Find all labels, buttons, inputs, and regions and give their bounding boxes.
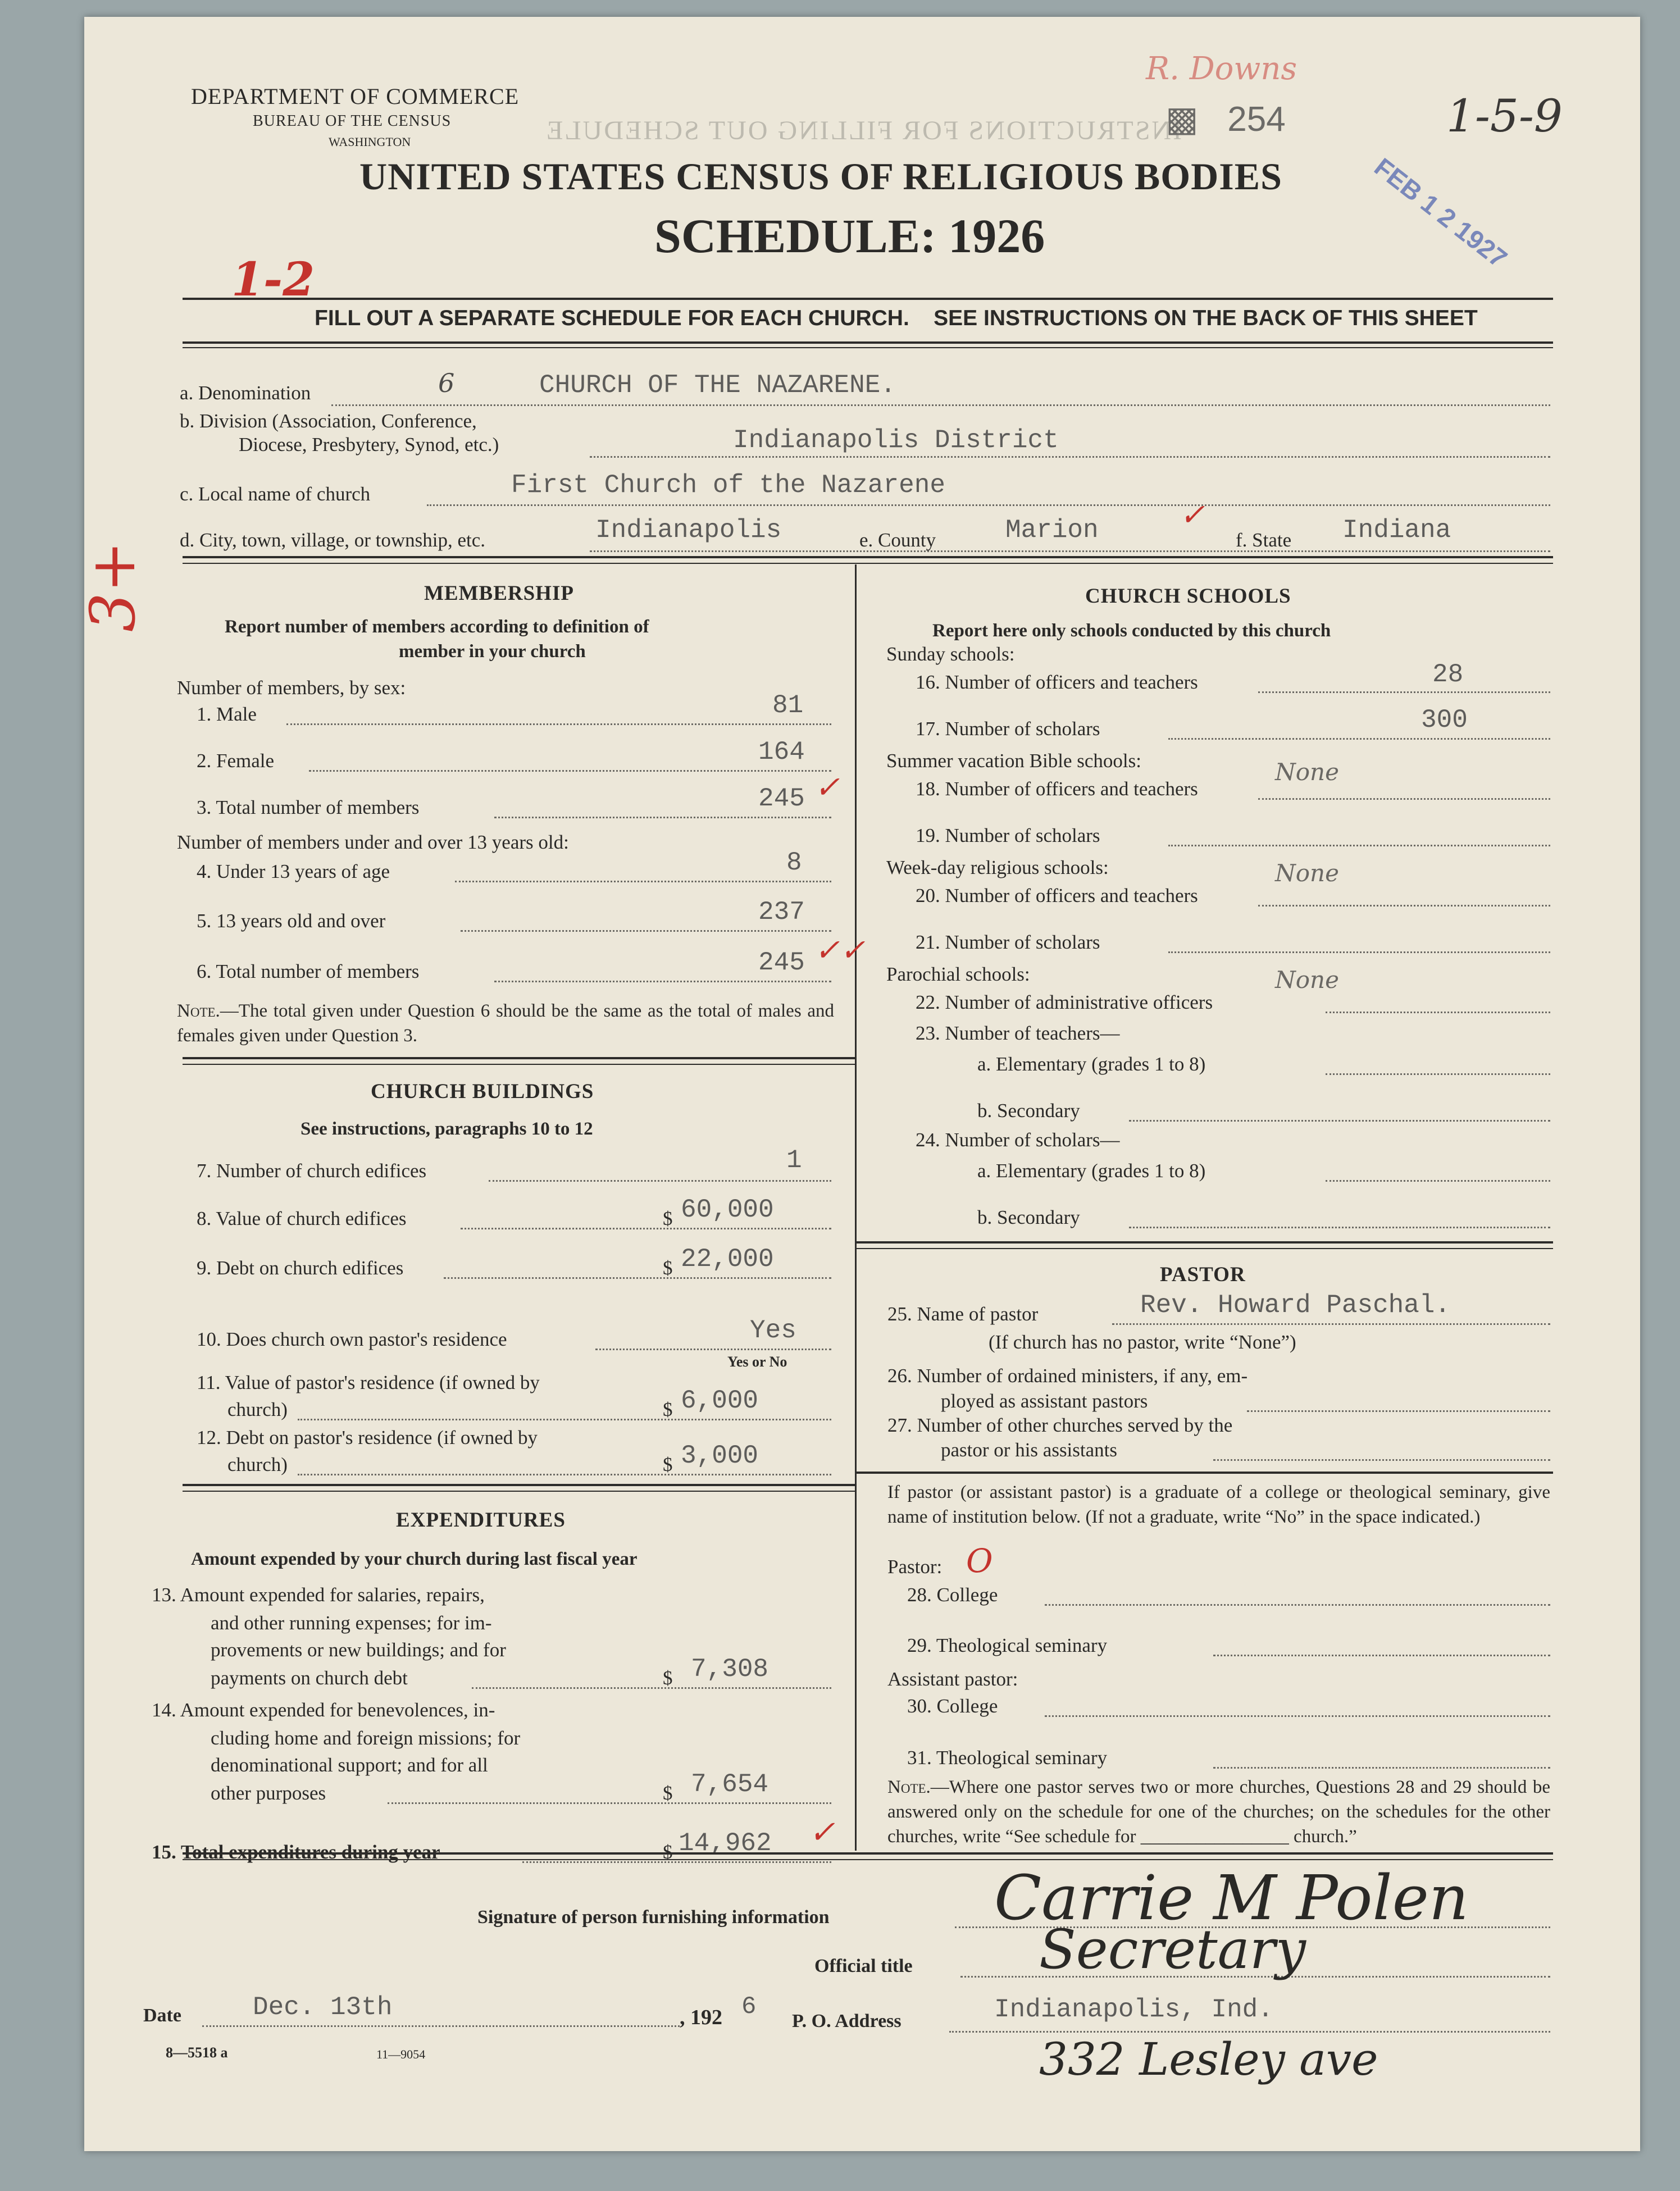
q13-label: 13. Amount expended for salaries, repairs,	[152, 1584, 485, 1606]
form-number: ▩ 254	[1165, 100, 1286, 139]
q20-label: 20. Number of officers and teachers	[916, 885, 1198, 907]
q30-line	[1045, 1715, 1550, 1717]
left-code-handwritten: 1-2	[231, 253, 315, 307]
q11-dollar: $	[663, 1399, 673, 1420]
q13-dollar: $	[663, 1667, 673, 1689]
q29-line	[1213, 1655, 1550, 1656]
q3-label: 3. Total number of members	[197, 796, 420, 818]
denomination-code: 6	[438, 368, 455, 398]
year-prefix: , 192	[680, 2006, 722, 2029]
q17-line	[1168, 738, 1550, 740]
q21-line	[1168, 951, 1550, 953]
q13-label-3: provements or new buildings; and for	[211, 1639, 506, 1661]
q19-line	[1168, 845, 1550, 846]
schools-heading: CHURCH SCHOOLS	[1085, 585, 1291, 608]
q11-label: 11. Value of pastor's residence (if owned by	[197, 1372, 540, 1393]
membership-sub-2: member in your church	[399, 641, 586, 662]
state-value: Indiana	[1342, 516, 1451, 545]
q14-label: 14. Amount expended for benevolences, in-	[152, 1699, 495, 1721]
q18-value: None	[1275, 758, 1339, 786]
q25-label: 25. Name of pastor	[887, 1303, 1039, 1325]
q25-note: (If church has no pastor, write “None”)	[989, 1331, 1296, 1353]
q20-value: None	[1275, 859, 1339, 887]
fill-out-instruction: FILL OUT A SEPARATE SCHEDULE FOR EACH CHURCH. SEE INSTRUCTIONS ON THE BACK OF THIS SHEET	[315, 306, 1478, 330]
q10-line	[595, 1349, 831, 1350]
q1-value: 81	[772, 691, 804, 720]
q2-label: 2. Female	[197, 750, 275, 772]
by-sex-label: Number of members, by sex:	[177, 677, 406, 699]
q15-label: 15. Total expenditures during year	[152, 1841, 440, 1863]
q15-check: ✓	[809, 1814, 835, 1851]
q22-line	[1326, 1012, 1550, 1013]
q16-line	[1258, 691, 1550, 693]
q18-line	[1258, 798, 1550, 800]
rule-bottom-section	[183, 1852, 1553, 1855]
division-label-2: Diocese, Presbytery, Synod, etc.)	[239, 434, 499, 455]
form-code-1: 8—5518 a	[166, 2044, 228, 2061]
q8-dollar: $	[663, 1208, 673, 1229]
pastor-heading: PASTOR	[1160, 1263, 1246, 1286]
expenditures-heading: EXPENDITURES	[396, 1509, 566, 1532]
q17-label: 17. Number of scholars	[916, 718, 1100, 740]
graduate-note: If pastor (or assistant pastor) is a graduate of a college or theological seminary, give name of institution below. (If not a graduate, write “No” in the space indicated.)	[887, 1482, 1550, 1527]
date-code-handwritten: 1-5-9	[1446, 90, 1563, 142]
q12-label: 12. Debt on pastor's residence (if owned by	[197, 1427, 538, 1448]
state-label: f. State	[1236, 529, 1292, 551]
q11-label-2: church)	[227, 1399, 288, 1420]
rule-schools-end	[856, 1241, 1553, 1243]
q24a-line	[1326, 1180, 1550, 1182]
q21-label: 21. Number of scholars	[916, 931, 1100, 953]
bureau-name: BUREAU OF THE CENSUS	[253, 112, 452, 130]
rule-under-instruction-2	[183, 347, 1553, 348]
rule-pastor-mid	[856, 1472, 1553, 1474]
q7-label: 7. Number of church edifices	[197, 1160, 427, 1182]
sunday-schools-label: Sunday schools:	[886, 643, 1015, 665]
q20-line	[1258, 905, 1550, 907]
q2-value: 164	[758, 737, 805, 767]
buildings-sub: See instructions, paragraphs 10 to 12	[301, 1119, 593, 1139]
date-value: Dec. 13th	[253, 1993, 393, 2022]
form-title: UNITED STATES CENSUS OF RELIGIOUS BODIES	[359, 155, 1282, 198]
q13-label-2: and other running expenses; for im-	[211, 1612, 492, 1634]
q14-dollar: $	[663, 1782, 673, 1804]
washington-label: WASHINGTON	[329, 135, 411, 149]
parochial-schools-label: Parochial schools:	[886, 963, 1030, 985]
membership-heading: MEMBERSHIP	[424, 582, 574, 605]
q5-value: 237	[758, 898, 805, 927]
division-label: b. Division (Association, Conference,	[180, 410, 477, 432]
q9-value: 22,000	[681, 1245, 774, 1274]
official-title-label: Official title	[814, 1956, 913, 1976]
city-value: Indianapolis	[595, 516, 782, 545]
date-line	[202, 2025, 680, 2027]
q6-label: 6. Total number of members	[197, 960, 420, 982]
membership-sub: Report number of members according to definition of	[225, 617, 649, 637]
q4-label: 4. Under 13 years of age	[197, 860, 390, 882]
q1-line	[286, 723, 831, 725]
q13-value: 7,308	[691, 1655, 769, 1684]
rule-top	[183, 298, 1553, 300]
by-age-label: Number of members under and over 13 years old:	[177, 831, 569, 853]
q18-label: 18. Number of officers and teachers	[916, 778, 1198, 800]
q22-label: 22. Number of administrative officers	[916, 991, 1213, 1013]
q30-label: 30. College	[907, 1695, 998, 1717]
q9-label: 9. Debt on church edifices	[197, 1257, 404, 1279]
q25-value: Rev. Howard Paschal.	[1140, 1291, 1451, 1320]
q8-line	[461, 1228, 831, 1229]
yes-no-hint: Yes or No	[727, 1354, 787, 1370]
q4-value: 8	[786, 848, 802, 877]
q26-label: 26. Number of ordained ministers, if any, em-	[887, 1365, 1248, 1387]
signature-value: Carrie M Polen	[994, 1862, 1469, 1934]
q3-value: 245	[758, 784, 805, 813]
form-code-2: 11—9054	[376, 2047, 426, 2061]
weekday-schools-label: Week-day religious schools:	[886, 857, 1109, 878]
q27-label-2: pastor or his assistants	[941, 1439, 1118, 1461]
q6-check: ✓✓	[814, 932, 866, 968]
q27-line	[1213, 1459, 1550, 1461]
summer-schools-label: Summer vacation Bible schools:	[886, 750, 1141, 772]
schedule-year: SCHEDULE: 1926	[654, 209, 1045, 263]
official-title-value: Secretary	[1039, 1918, 1306, 1981]
q31-line	[1213, 1767, 1550, 1769]
q24b-line	[1129, 1227, 1550, 1228]
q26-label-2: ployed as assistant pastors	[941, 1390, 1148, 1412]
membership-note: Note.—The total given under Question 6 should be the same as the total of males and females given under Question 3.	[177, 1001, 834, 1046]
q16-label: 16. Number of officers and teachers	[916, 671, 1198, 693]
column-divider	[855, 564, 857, 1851]
date-label: Date	[143, 2005, 181, 2026]
q12-line	[298, 1474, 831, 1475]
show-through-text: INSTRUCTIONS FOR FILLING OUT SCHEDULE	[545, 116, 1182, 145]
q24-label: 24. Number of scholars—	[916, 1129, 1120, 1151]
q13-label-4: payments on church debt	[211, 1667, 408, 1689]
q15-dollar: $	[663, 1841, 673, 1863]
schools-sub: Report here only schools conducted by this church	[932, 621, 1331, 641]
local-name-line	[427, 504, 1550, 506]
q15-line	[522, 1861, 831, 1863]
q12-label-2: church)	[227, 1454, 288, 1475]
q4-line	[455, 881, 831, 882]
buildings-heading: CHURCH BUILDINGS	[371, 1080, 594, 1103]
rule-above-sections	[183, 556, 1553, 558]
q27-label: 27. Number of other churches served by the	[887, 1414, 1233, 1436]
q2-line	[309, 770, 831, 772]
q29-label: 29. Theological seminary	[907, 1634, 1108, 1656]
q10-label: 10. Does church own pastor's residence	[197, 1328, 507, 1350]
q28-line	[1045, 1604, 1550, 1606]
q14-label-2: cluding home and foreign missions; for	[211, 1727, 521, 1749]
rule-under-instruction	[183, 341, 1553, 344]
department-name: DEPARTMENT OF COMMERCE	[191, 84, 520, 109]
q22-value: None	[1275, 966, 1339, 994]
rule-bottom-section-2	[183, 1859, 1553, 1860]
q14-value: 7,654	[691, 1770, 769, 1799]
q24b-label: b. Secondary	[977, 1206, 1080, 1228]
rule-membership-end	[183, 1057, 855, 1059]
local-name-value: First Church of the Nazarene	[511, 471, 945, 500]
q7-value: 1	[786, 1146, 802, 1175]
q8-label: 8. Value of church edifices	[197, 1208, 407, 1229]
expenditures-sub: Amount expended by your church during last fiscal year	[191, 1549, 638, 1569]
pastor-mark: O	[966, 1542, 993, 1580]
q3-line	[494, 817, 831, 818]
q12-value: 3,000	[681, 1441, 759, 1470]
q23b-label: b. Secondary	[977, 1100, 1080, 1122]
county-check: ✓	[1180, 497, 1205, 532]
q11-value: 6,000	[681, 1386, 759, 1415]
rule-buildings-end-2	[183, 1491, 855, 1492]
q19-label: 19. Number of scholars	[916, 825, 1100, 846]
q12-dollar: $	[663, 1454, 673, 1475]
rule-buildings-end	[183, 1484, 855, 1486]
q9-dollar: $	[663, 1257, 673, 1279]
q23b-line	[1129, 1120, 1550, 1122]
signature-label: Signature of person furnishing information	[477, 1907, 830, 1928]
po-address-value: Indianapolis, Ind.	[994, 1995, 1273, 2024]
q28-label: 28. College	[907, 1584, 998, 1606]
pastor-note: Note.—Where one pastor serves two or more churches, Questions 28 and 29 should be answered only on the schedule for one of the churches; on the schedules for the other churches, write “See schedule for ________________ church.”	[887, 1777, 1550, 1847]
q31-label: 31. Theological seminary	[907, 1747, 1108, 1769]
red-script-mark: R. Downs	[1146, 51, 1297, 87]
local-name-label: c. Local name of church	[180, 483, 371, 505]
city-label: d. City, town, village, or township, etc.	[180, 529, 486, 551]
county-label: e. County	[859, 529, 936, 551]
q5-line	[461, 930, 831, 932]
year-digit: 6	[741, 1993, 757, 2021]
q25-line	[1112, 1323, 1550, 1325]
po-address-line	[949, 2031, 1550, 2033]
q6-value: 245	[758, 948, 805, 977]
denomination-line	[331, 404, 1550, 406]
q23a-line	[1326, 1073, 1550, 1075]
q3-check: ✓	[814, 769, 840, 805]
q5-label: 5. 13 years old and over	[197, 910, 386, 932]
division-line	[590, 456, 1550, 458]
q11-line	[298, 1419, 831, 1420]
q9-line	[444, 1277, 831, 1279]
pastor-label: Pastor:	[887, 1556, 943, 1578]
street-address: 332 Lesley ave	[1039, 2033, 1378, 2085]
q10-value: Yes	[750, 1316, 796, 1345]
q13-line	[472, 1687, 831, 1689]
margin-mark: 3+	[77, 540, 149, 632]
q7-line	[489, 1180, 831, 1182]
county-value: Marion	[1005, 516, 1099, 545]
q6-line	[494, 981, 831, 982]
assistant-pastor-label: Assistant pastor:	[887, 1668, 1018, 1690]
denomination-label: a. Denomination	[180, 382, 311, 404]
rule-membership-end-2	[183, 1064, 855, 1065]
q23a-label: a. Elementary (grades 1 to 8)	[977, 1053, 1206, 1075]
rule-above-sections-2	[183, 563, 1553, 564]
q23-label: 23. Number of teachers—	[916, 1022, 1120, 1044]
received-date-stamp: FEB 1 2 1927	[1369, 152, 1513, 274]
q14-label-4: other purposes	[211, 1782, 326, 1804]
q17-value: 300	[1421, 705, 1468, 735]
q14-label-3: denominational support; and for all	[211, 1754, 488, 1776]
division-value: Indianapolis District	[733, 426, 1059, 455]
denomination-value: CHURCH OF THE NAZARENE.	[539, 371, 896, 400]
q1-label: 1. Male	[197, 703, 257, 725]
q15-value: 14,962	[679, 1829, 772, 1858]
city-line	[590, 550, 1550, 552]
q16-value: 28	[1432, 660, 1464, 689]
q26-line	[1247, 1410, 1550, 1412]
po-address-label: P. O. Address	[792, 2011, 902, 2031]
census-schedule-sheet	[77, 17, 1640, 2151]
q14-line	[388, 1802, 831, 1804]
q24a-label: a. Elementary (grades 1 to 8)	[977, 1160, 1206, 1182]
q8-value: 60,000	[681, 1195, 774, 1224]
rule-schools-end-2	[856, 1248, 1553, 1249]
